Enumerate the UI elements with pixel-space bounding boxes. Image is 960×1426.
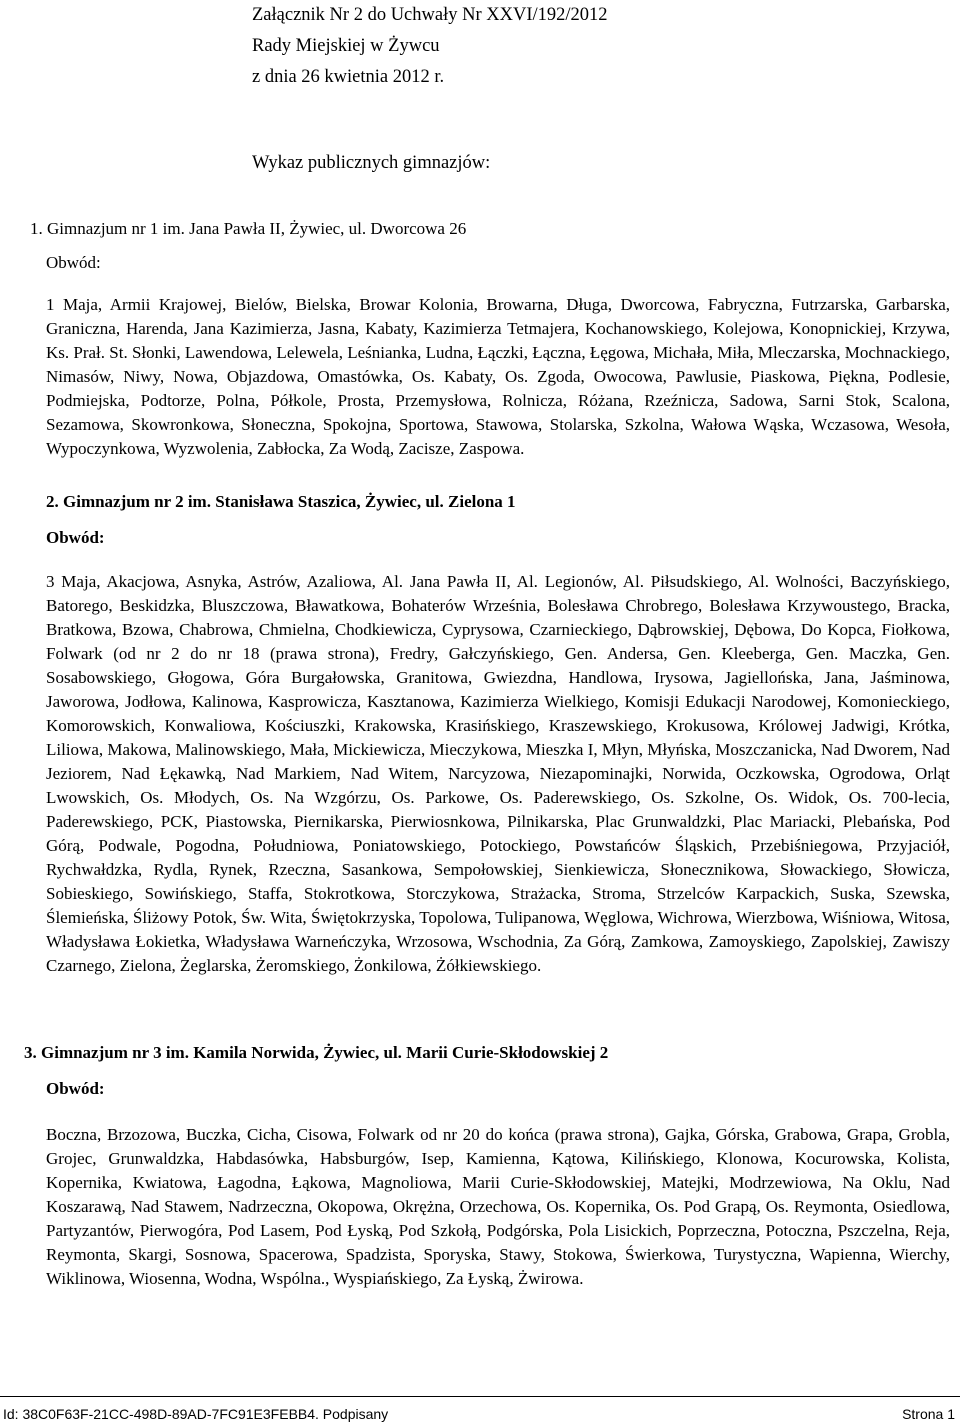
district-label: Obwód: (46, 1079, 105, 1098)
school-section-2 (46, 490, 950, 978)
school-heading: 2. Gimnazjum nr 2 im. Stanisława Staszica, Żywiec, ul. Zielona 1 (46, 492, 516, 511)
school-section-3 (24, 1041, 950, 1291)
attachment-line: Załącznik Nr 2 do Uchwały Nr XXVI/192/2012 (252, 5, 608, 25)
district-label: Obwód: (46, 253, 101, 272)
list-title: Wykaz publicznych gimnazjów: (252, 153, 491, 173)
document-id: Id: 38C0F63F-21CC-498D-89AD-7FC91E3FEBB4. Podpisany (3, 1406, 389, 1422)
page-number: Strona 1 (902, 1406, 955, 1422)
district-label: Obwód: (46, 528, 105, 547)
council-line: Rady Miejskiej w Żywcu (252, 36, 440, 56)
street-list: 1 Maja, Armii Krajowej, Bielów, Bielska, Browar Kolonia, Browarna, Długa, Dworcowa, Fabryczna, Futrzarska, Garbarska, Graniczna, Harenda, Jana Kazimierza, Jasna, Kabaty, Kazimierza Tetmajera, Kochanowskiego, Kolejowa, Konopnickiej, Krzywa, Ks. Prał. St. Słonki, Lawendowa, Lelewela, Leśnianka, Ludna, Łączki, Łączna, Łęgowa, Michała, Miła, Mleczarska, Mochnackiego, Nimasów, Niwy, Nowa, Objazdowa, Omastówka, Os. Kabaty, Os. Zgoda, Owocowa, Pawlusie, Piaskowa, Piękna, Podlesie, Podmiejska, Podtorze, Polna, Półkole, Prosta, Przemysłowa, Rolnicza, Różana, Rzeźnicza, Sadowa, Sarni Stok, Scalona, Sezamowa, Skowronkowa, Słoneczna, Spokojna, Sportowa, Stawowa, Stolarska, Szkolna, Wałowa Wąska, Wczasowa, Wesoła, Wypoczynkowa, Wyzwolenia, Zabłocka, Za Wodą, Zacisze, Zaspowa. (46, 295, 950, 458)
street-list: Boczna, Brzozowa, Buczka, Cicha, Cisowa, Folwark od nr 20 do końca (prawa strona), Gajka, Górska, Grabowa, Grapa, Grobla, Grojec, Grunwaldzka, Habdasówka, Habsburgów, Isep, Kamienna, Kątowa, Kilińskiego, Klonowa, Kocurowska, Kolista, Kopernika, Kwiatowa, Łagodna, Łąkowa, Magnoliowa, Marii Curie-Skłodowskiej, Matejki, Modrzewiowa, Na Oklu, Nad Koszarawą, Nad Stawem, Nadrzeczna, Okopowa, Okrężna, Orzechowa, Os. Kopernika, Os. Pod Grapą, Os. Reymonta, Osiedlowa, Partyzantów, Pierwogóra, Pod Lasem, Pod Łyską, Pod Szkołą, Podgórska, Pola Lisickich, Poprzeczna, Potoczna, Pszczelna, Reja, Reymonta, Skargi, Sosnowa, Spacerowa, Spadzista, Sporyska, Stawy, Stokowa, Świerkowa, Turystyczna, Wapienna, Wierchy, Wiklinowa, Wiosenna, Wodna, Wspólna., Wyspiańskiego, Za Łyską, Żwirowa. (46, 1125, 950, 1288)
school-heading: 3. Gimnazjum nr 3 im. Kamila Norwida, Żywiec, ul. Marii Curie-Skłodowskiej 2 (24, 1043, 609, 1062)
footer-divider (0, 1396, 960, 1397)
document-header (252, 0, 608, 93)
school-section-1 (24, 217, 950, 461)
school-heading: 1. Gimnazjum nr 1 im. Jana Pawła II, Żywiec, ul. Dworcowa 26 (30, 219, 467, 238)
date-line: z dnia 26 kwietnia 2012 r. (252, 67, 445, 87)
street-list: 3 Maja, Akacjowa, Asnyka, Astrów, Azaliowa, Al. Jana Pawła II, Al. Legionów, Al. Piłsudskiego, Al. Wolności, Baczyńskiego, Batorego, Beskidzka, Bluszczowa, Bławatkowa, Bohaterów Września, Bolesława Chrobrego, Bolesława Krzywoustego, Bracka, Bratkowa, Bzowa, Chabrowa, Chmielna, Chodkiewicza, Cyprysowa, Czarnieckiego, Dąbrowskiej, Dębowa, Do Kopca, Fiołkowa, Folwark (od nr 2 do nr 18 (prawa strona), Fredry, Gałczyńskiego, Gen. Andersa, Gen. Kleeberga, Gen. Maczka, Gen. Sosabowskiego, Głogowa, Góra Burgałowska, Granitowa, Gwiezdna, Handlowa, Irysowa, Jagiellońska, Jana, Jaśminowa, Jaworowa, Jodłowa, Kalinowa, Kasprowicza, Kasztanowa, Kazimierza Wielkiego, Komisji Edukacji Narodowej, Komonieckiego, Komorowskich, Konwaliowa, Kościuszki, Krakowska, Krasińskiego, Kraszewskiego, Krokusowa, Królowej Jadwigi, Krótka, Liliowa, Makowa, Malinowskiego, Mała, Mickiewicza, Mieczykowa, Mieszka I, Młyn, Młyńska, Moszczanicka, Nad Dworem, Nad Jeziorem, Nad Łękawką, Nad Markiem, Nad Witem, Narcyzowa, Niezapominajki, Norwida, Oczkowska, Ogrodowa, Orląt Lwowskich, Os. Młodych, Os. Na Wzgórzu, Os. Parkowe, Os. Paderewskiego, Os. Szkolne, Os. Widok, Os. 700-lecia, Paderewskiego, PCK, Piastowska, Piernikarska, Pierwiosnkowa, Pilnikarska, Plac Grunwaldzki, Plac Mariacki, Plebańska, Pod Górą, Podwale, Pogodna, Południowa, Poniatowskiego, Potockiego, Powstańców Śląskich, Przebiśniegowa, Przyjaciół, Rychwałdzka, Rydla, Rynek, Rzeczna, Sasankowa, Sempołowskiej, Sienkiewicza, Słonecznikowa, Słowackiego, Słowicza, Sobieskiego, Sowińskiego, Staffa, Stokrotkowa, Storczykowa, Strażacka, Stroma, Strzelców Karpackich, Suska, Szewska, Ślemieńska, Śliżowy Potok, Św. Wita, Świętokrzyska, Topolowa, Tulipanowa, Węglowa, Wichrowa, Wierzbowa, Wiśniowa, Witosa, Władysława Łokietka, Władysława Warneńczyka, Wrzosowa, Wschodnia, Za Górą, Zamkowa, Zamoyskiego, Zapolskiej, Zawiszy Czarnego, Zielona, Żeglarska, Żeromskiego, Żonkilowa, Żółkiewskiego. (46, 572, 950, 975)
page-footer (3, 1405, 955, 1423)
